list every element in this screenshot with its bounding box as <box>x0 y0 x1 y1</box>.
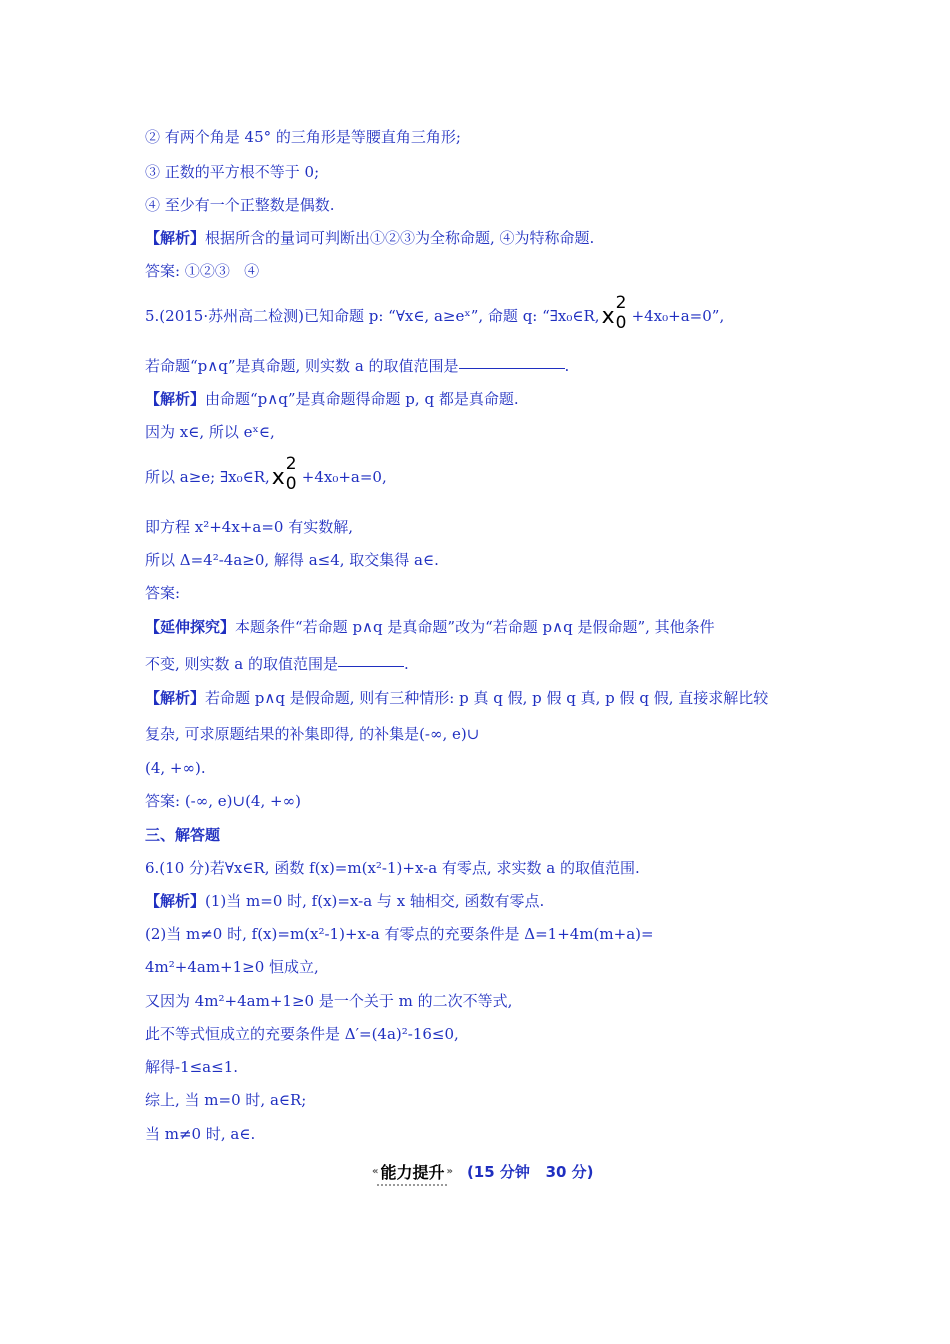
text-line <box>145 454 387 494</box>
section-heading: 三、解答题 <box>145 826 221 844</box>
question-5-text: 5.(2015·苏州高二检测)已知命题 p: “∀x∈, a≥eˣ”, 命题 q: “∃x₀∈R, <box>145 307 600 325</box>
analysis-line <box>145 389 519 409</box>
question-5-line <box>145 356 569 376</box>
text-line: 又因为 4m²+4am+1≥0 是一个关于 m 的二次不等式, <box>145 992 513 1010</box>
text-line: 综上, 当 m=0 时, a∈R; <box>145 1091 307 1109</box>
text-line: 因为 x∈, 所以 eˣ∈, <box>145 423 275 441</box>
text-line: 4m²+4am+1≥0 恒成立, <box>145 958 319 976</box>
right-decoration-icon: » <box>446 1165 453 1177</box>
analysis-text: 由命题“p∧q”是真命题得命题 p, q 都是真命题. <box>205 390 519 408</box>
analysis-text: 根据所含的量词可判断出①②③为全称命题, ④为特称命题. <box>205 229 595 247</box>
text-line: (4, +∞). <box>145 759 206 777</box>
text-line: 解得-1≤a≤1. <box>145 1058 239 1076</box>
answer-line: 答案: (-∞, e)∪(4, +∞) <box>145 792 301 810</box>
text-part: 所以 a≥e; ∃x₀∈R, <box>145 468 270 486</box>
text-part: +4x₀+a=0, <box>301 468 387 486</box>
analysis-text: (1)当 m=0 时, f(x)=x-a 与 x 轴相交, 函数有零点. <box>205 892 545 910</box>
extension-text: 本题条件“若命题 p∧q 是真命题”改为“若命题 p∧q 是假命题”, 其他条件 <box>235 618 715 636</box>
question-6-line: 6.(10 分)若∀x∈R, 函数 f(x)=m(x²-1)+x-a 有零点, 求实数 a 的取值范围. <box>145 859 640 877</box>
analysis-line <box>145 688 768 708</box>
analysis-line <box>145 891 544 911</box>
left-decoration-icon: « <box>372 1165 379 1177</box>
answer-line: 答案: <box>145 584 181 602</box>
answer-blank <box>459 368 565 369</box>
question-5-line <box>145 293 725 333</box>
analysis-tag: 【解析】 <box>145 390 206 408</box>
text-line: 即方程 x²+4x+a=0 有实数解, <box>145 518 353 536</box>
text-line: (2)当 m≠0 时, f(x)=m(x²-1)+x-a 有零点的充要条件是 Δ=1+4m(m+a)= <box>145 925 654 943</box>
x0-squared-formula-image: x 2 0 <box>601 293 627 333</box>
ability-badge <box>366 1158 459 1185</box>
answer-line: 答案: ①②③ ④ <box>145 262 260 280</box>
ability-badge-label: 能力提升 <box>380 1162 445 1182</box>
question-5-text-cont: +4x₀+a=0”, <box>631 307 725 325</box>
extension-tag: 【延伸探究】 <box>145 618 236 636</box>
text-line: ② 有两个角是 45° 的三角形是等腰直角三角形; <box>145 128 461 146</box>
period: . <box>404 655 409 673</box>
analysis-text: 若命题 p∧q 是假命题, 则有三种情形: p 真 q 假, p 假 q 真, p 假 q 假, 直接求解比较 <box>205 689 769 707</box>
analysis-tag: 【解析】 <box>145 689 206 707</box>
text-line: ③ 正数的平方根不等于 0; <box>145 163 320 181</box>
analysis-line <box>145 228 594 248</box>
dotted-underline <box>376 1183 449 1187</box>
extension-line <box>145 654 409 674</box>
extension-line <box>145 617 715 637</box>
answer-blank <box>338 666 404 667</box>
text-line: 复杂, 可求原题结果的补集即得, 的补集是(-∞, e)∪ <box>145 725 480 743</box>
analysis-tag: 【解析】 <box>145 892 206 910</box>
question-5-text: 若命题“p∧q”是真命题, 则实数 a 的取值范围是 <box>145 357 459 375</box>
extension-text: 不变, 则实数 a 的取值范围是 <box>145 655 339 673</box>
section-bar <box>366 1156 594 1186</box>
x0-squared-formula-image: x 2 0 <box>271 454 297 494</box>
text-line: 当 m≠0 时, a∈. <box>145 1125 256 1143</box>
text-line: 所以 Δ=4²-4a≥0, 解得 a≤4, 取交集得 a∈. <box>145 551 439 569</box>
text-line: 此不等式恒成立的充要条件是 Δ′=(4a)²-16≤0, <box>145 1025 459 1043</box>
period: . <box>564 357 570 375</box>
text-line: ④ 至少有一个正整数是偶数. <box>145 196 335 214</box>
analysis-tag: 【解析】 <box>145 229 206 247</box>
section-time: (15 分钟 30 分) <box>466 1162 594 1181</box>
